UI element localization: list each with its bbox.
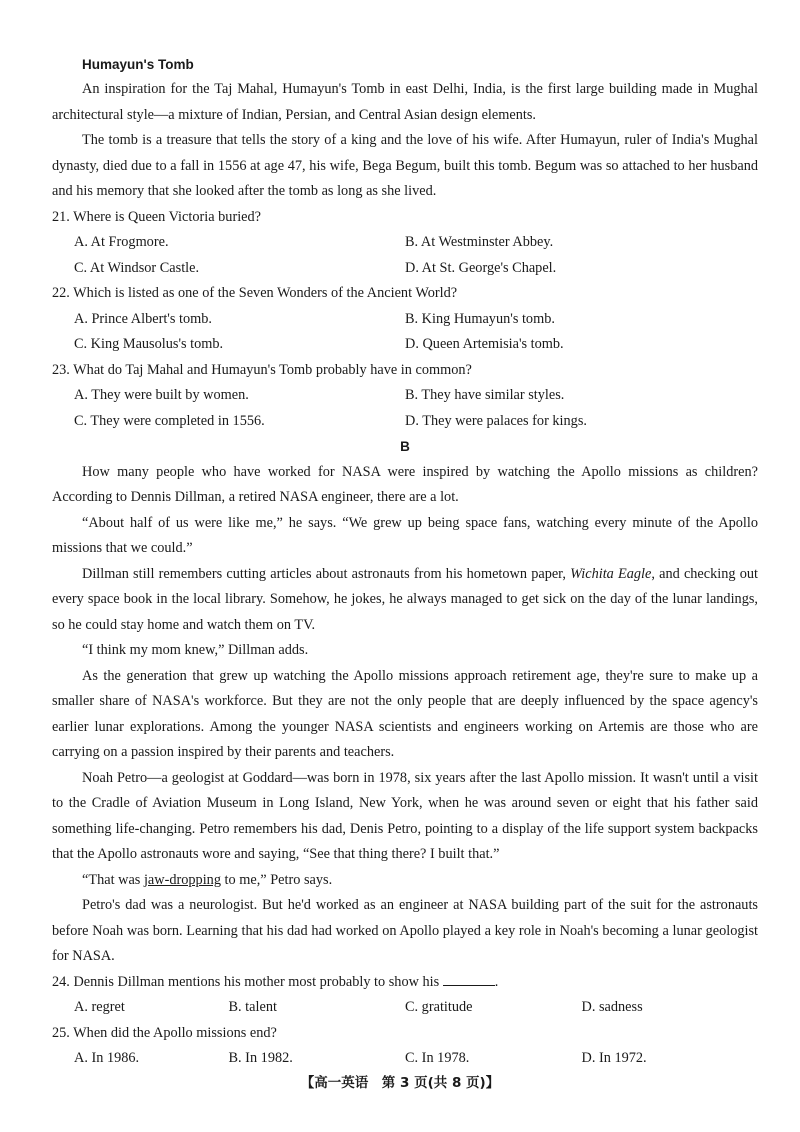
passage-b-paragraph-4: “I think my mom knew,” Dillman adds. bbox=[82, 642, 309, 658]
question-stem bbox=[52, 970, 758, 996]
question-25 bbox=[52, 1021, 758, 1072]
question-options bbox=[52, 1046, 758, 1072]
option-a: A. Prince Albert's tomb. bbox=[74, 310, 212, 327]
paragraph-text: to me,” Petro says. bbox=[220, 871, 333, 888]
question-22 bbox=[52, 281, 758, 358]
paragraph-text: , and checking out every space book in the local library. Somehow, he jokes, he always managed to get sick on the day of the lunar landings, so he could stay home and watch them on TV. bbox=[52, 565, 758, 633]
option-d: D. sadness bbox=[581, 999, 643, 1015]
newspaper-name: Wichita Eagle bbox=[570, 565, 652, 582]
option-b: B. At Westminster Abbey. bbox=[405, 234, 554, 250]
option-b: B. They have similar styles. bbox=[405, 387, 565, 403]
option-b: B. talent bbox=[228, 999, 277, 1015]
option-d: D. At St. George's Chapel. bbox=[405, 259, 557, 276]
option-a: A. At Frogmore. bbox=[74, 234, 169, 250]
question-options bbox=[52, 307, 758, 358]
option-c: C. At Windsor Castle. bbox=[74, 259, 200, 276]
question-stem: 21. Where is Queen Victoria buried? bbox=[52, 208, 262, 225]
question-21 bbox=[52, 205, 758, 282]
option-d: D. In 1972. bbox=[581, 1050, 647, 1066]
option-c: C. They were completed in 1556. bbox=[74, 412, 265, 429]
passage-b-paragraph-1: How many people who have worked for NASA were inspired by watching the Apollo missions as children? According to Dennis Dillman, a retired NASA engineer, there are a lot. bbox=[52, 463, 758, 505]
question-options bbox=[52, 230, 758, 281]
option-d: D. They were palaces for kings. bbox=[405, 412, 587, 429]
passage-b-paragraph-8: Petro's dad was a neurologist. But he'd worked as an engineer at NASA building part of the suit for the astronauts before Noah was born. Learning that his dad had worked on Apollo played a key role in Noah's becoming a lunar geologist for NASA. bbox=[52, 897, 758, 964]
passage-title: Humayun's Tomb bbox=[82, 57, 194, 72]
question-stem: 23. What do Taj Mahal and Humayun's Tomb probably have in common? bbox=[52, 361, 472, 378]
question-options bbox=[52, 383, 758, 434]
question-24 bbox=[52, 970, 758, 1021]
option-a: A. regret bbox=[74, 999, 125, 1015]
passage-a-paragraph-1: An inspiration for the Taj Mahal, Humayun's Tomb in east Delhi, India, is the first large building made in Mughal architectural style—a mixture of Indian, Persian, and Central Asian design elements. bbox=[52, 81, 758, 123]
stem-text: 24. Dennis Dillman mentions his mother most probably to show his bbox=[52, 973, 440, 990]
option-c: C. In 1978. bbox=[405, 1050, 470, 1066]
passage-b-paragraph-6: Noah Petro—a geologist at Goddard—was born in 1978, six years after the last Apollo mission. It wasn't until a visit to the Cradle of Aviation Museum in Long Island, New York, when he was around seven or eight that his father said something life-changing. Petro remembers his dad, Denis Petro, pointing to a display of the life support system backpacks that the Apollo astronauts wore and saying, “See that thing there? I built that.” bbox=[52, 769, 758, 862]
question-stem: 25. When did the Apollo missions end? bbox=[52, 1024, 277, 1041]
paragraph-text: Dillman still remembers cutting articles about astronauts from his hometown paper, bbox=[82, 565, 571, 582]
paragraph-text: “That was bbox=[82, 871, 144, 888]
underlined-word: jaw-dropping bbox=[143, 871, 221, 888]
passage-b-paragraph-2: “About half of us were like me,” he says. “We grew up being space fans, watching every minute of the Apollo missions that we could.” bbox=[52, 514, 758, 556]
passage-b-paragraph-3 bbox=[52, 562, 758, 639]
option-b: B. In 1982. bbox=[228, 1050, 293, 1066]
passage-b-paragraph-5: As the generation that grew up watching the Apollo missions approach retirement age, they're sure to make up a smaller share of NASA's workforce. But they are not the only people that are deeply influenced by the space agency's earlier lunar explorations. Among the younger NASA scientists and engineers working on Artemis are those who are carrying on a passion inspired by their parents and teachers. bbox=[52, 667, 758, 760]
stem-end: . bbox=[494, 973, 499, 990]
answer-blank bbox=[443, 971, 495, 986]
question-options bbox=[52, 995, 758, 1021]
option-c: C. gratitude bbox=[405, 999, 473, 1015]
option-c: C. King Mausolus's tomb. bbox=[74, 336, 224, 352]
page-content bbox=[52, 52, 758, 1072]
passage-a-paragraph-2: The tomb is a treasure that tells the story of a king and the love of his wife. After Humayun, ruler of India's Mughal dynasty, died due to a fall in 1556 at age 47, his wife, Bega Begum, built this tomb. Begum was so attached to her husband and his memory that she looked after the tomb as long as she lived. bbox=[52, 132, 758, 199]
part-b-heading: B bbox=[400, 439, 410, 454]
option-b: B. King Humayun's tomb. bbox=[405, 310, 555, 327]
question-23 bbox=[52, 358, 758, 435]
question-stem: 22. Which is listed as one of the Seven Wonders of the Ancient World? bbox=[52, 285, 458, 301]
passage-b-paragraph-7 bbox=[52, 868, 758, 894]
page-footer: 【高一英语 第 3 页(共 8 页)】 bbox=[300, 1075, 500, 1091]
option-d: D. Queen Artemisia's tomb. bbox=[405, 336, 564, 352]
option-a: A. They were built by women. bbox=[74, 387, 249, 403]
option-a: A. In 1986. bbox=[74, 1050, 140, 1066]
